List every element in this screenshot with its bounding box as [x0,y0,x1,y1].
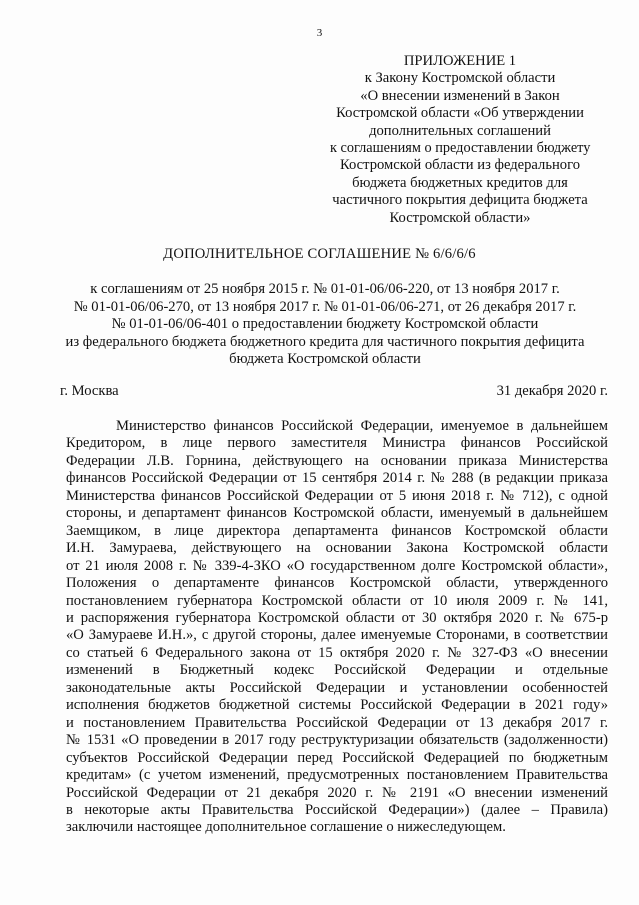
appendix-line: к соглашениям о предоставлении бюджету [330,140,591,157]
body-line: исполнения бюджетов бюджетной системы Российской Федерации в 2021 году» [66,697,608,714]
subtitle-line: бюджета Костромской области [229,351,421,368]
body-line: от 21 июля 2008 г. № 339-4-ЗКО «О государственном долге Костромской области», [66,557,608,574]
appendix-line: ПРИЛОЖЕНИЕ 1 [403,53,517,69]
appendix-line: дополнительных соглашений [369,122,551,139]
appendix-line: Костромской области из федерального [340,157,580,174]
body-line: стороны, и департамент финансов Костромской области, именуемый в дальнейшем [66,505,608,522]
appendix-line: Костромской области» [389,209,531,226]
date: 31 декабря 2020 г. [496,383,608,399]
subtitle-line: из федерального бюджета бюджетного кредита для частичного покрытия дефицита [65,333,585,350]
agreement-subtitle [40,281,610,369]
body-line: и постановлением Правительства Российской Федерации от 13 декабря 2017 г. [66,714,608,731]
body-line: в некоторые акты Правительства Российской Федерации») (далее – Правила) [66,801,608,818]
body-line: Заемщиком, в лице директора департамента финансов Костромской области [66,522,608,539]
body-line: со статьей 6 Федерального закона от 15 октября 2020 г. № 327-ФЗ «О внесении [66,644,608,661]
body-line: субъектов Российской Федерации перед Российской Федерацией по бюджетным [66,749,608,766]
body-line: постановлением губернатора Костромской области от 10 июля 2009 г. № 141, [66,592,608,609]
body-line: Федерации Л.В. Горнина, действующего на основании приказа Министерства [66,452,608,469]
body-line: и распоряжения губернатора Костромской области от 30 октября 2020 г. № 675-р [66,609,608,626]
subtitle-line: № 01-01-06/06-270, от 13 ноября 2017 г. № 01-01-06/06-271, от 26 декабря 2017 г. [73,298,577,315]
body-line: Министерства финансов Российской Федерации от 5 июня 2018 г. № 712), с одной [66,487,608,504]
body-paragraph [66,418,608,837]
subtitle-line: № 01-01-06/06-401 о предоставлении бюджету Костромской области [111,316,539,333]
appendix-header [330,53,590,227]
body-line: кредитам» (с учетом изменений, предусмотренных постановлением Правительства [66,767,608,784]
place-date-row [60,383,608,400]
place: г. Москва [60,383,119,399]
appendix-line: Костромской области «Об утверждении [336,105,584,122]
body-line: Кредитором, в лице первого заместителя Министра финансов Российской [66,435,608,452]
agreement-title: ДОПОЛНИТЕЛЬНОЕ СОГЛАШЕНИЕ № 6/6/6/6 [163,246,476,262]
body-line: изменений в Бюджетный кодекс Российской Федерации и отдельные [66,662,608,679]
appendix-line: «О внесении изменений в Закон [360,87,560,104]
appendix-line: частичного покрытия дефицита бюджета [332,192,588,209]
body-line: законодательные акты Российской Федерации и установлении особенностей [66,679,608,696]
body-line: заключили настоящее дополнительное соглашение о нижеследующем. [66,819,506,836]
body-line: Положения о департаменте финансов Костромской области, утвержденного [66,575,608,592]
body-line: № 1531 «О проведении в 2017 году реструктуризации обязательств (задолженности) [66,732,608,749]
appendix-line: к Закону Костромской области [364,70,556,87]
body-line: И.Н. Замураева, действующего на основании Закона Костромской области [66,540,608,557]
body-line: финансов Российской Федерации от 15 сентября 2014 г. № 288 (в редакции приказа [66,470,608,487]
page-number: 3 [316,27,323,39]
body-line: «О Замураеве И.Н.», с другой стороны, далее именуемые Сторонами, в соответствии [66,627,608,644]
body-line: Российской Федерации от 21 декабря 2020 г. № 2191 «О внесении изменений [66,784,608,801]
subtitle-line: к соглашениям от 25 ноября 2015 г. № 01-01-06/06-220, от 13 ноября 2017 г. [90,281,560,297]
body-line: Министерство финансов Российской Федерации, именуемое в дальнейшем [116,418,608,434]
appendix-line: бюджета бюджетных кредитов для [352,174,568,191]
